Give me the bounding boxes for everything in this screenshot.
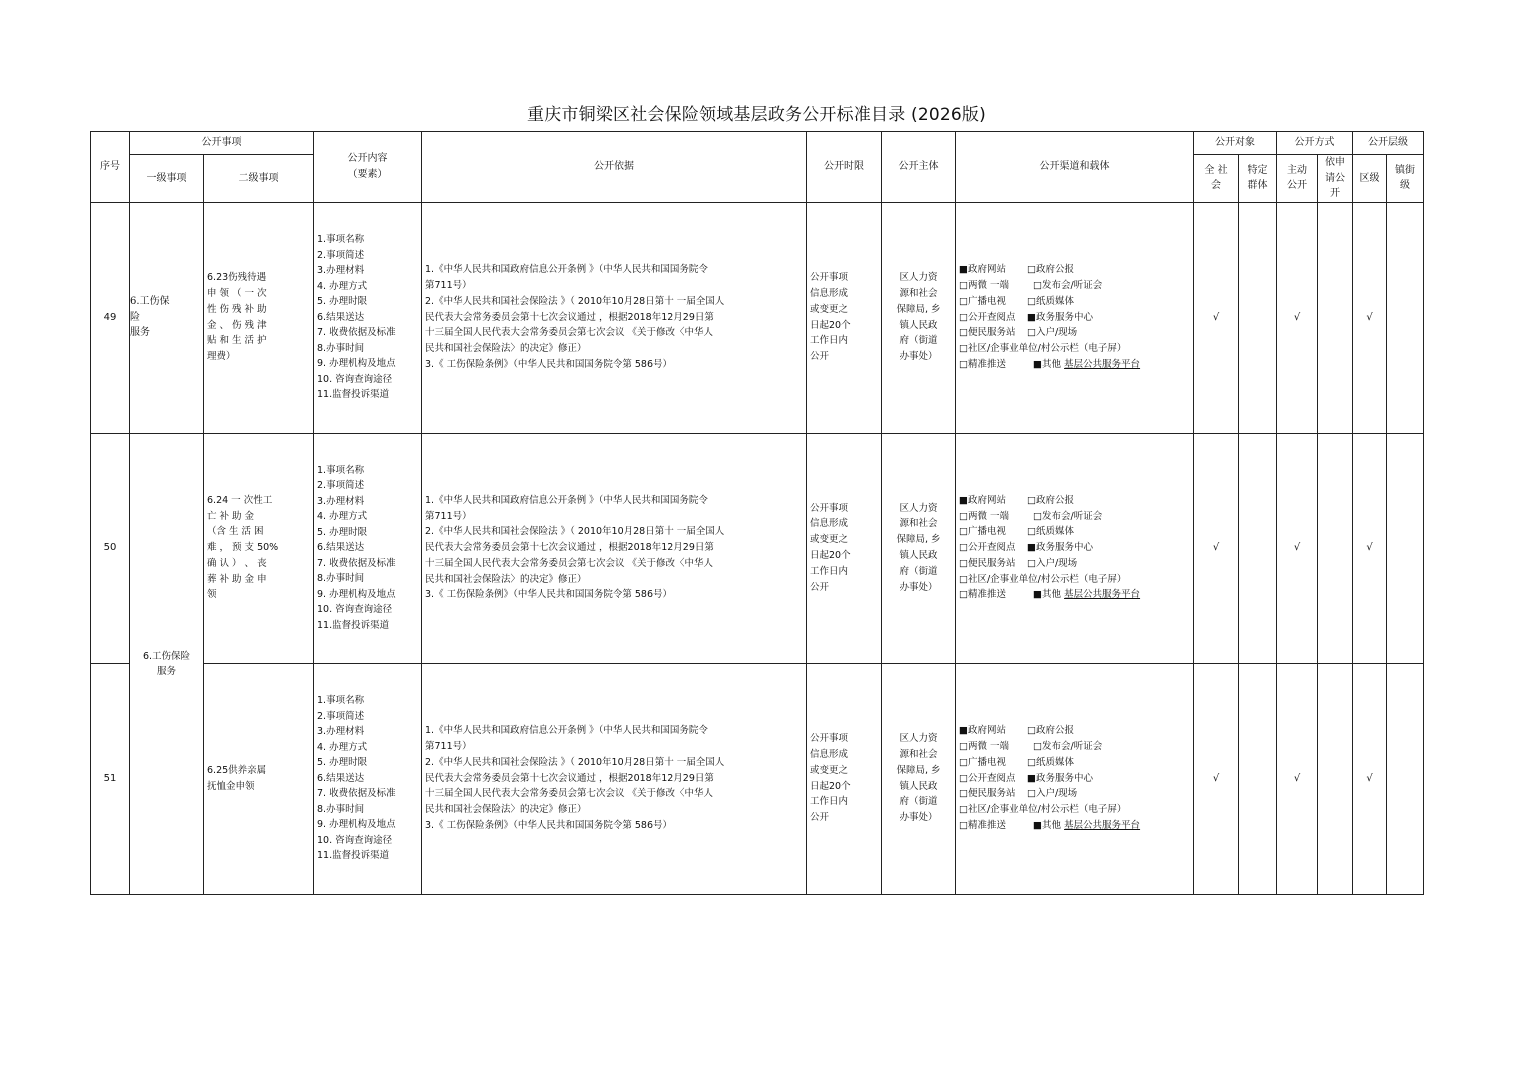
channel-option: ■政府网站	[959, 725, 1006, 737]
row-level2	[204, 663, 314, 894]
row-channels	[956, 433, 1194, 663]
channel-option: □便民服务站	[959, 327, 1016, 339]
cell-line: 3.《 工伤保险条例》（中华人民共和国国务院令第 586号）	[425, 358, 672, 370]
channel-option: □两微 一端	[959, 510, 1009, 522]
header-mode-group: 公开方式	[1277, 132, 1353, 155]
row-content-elements	[314, 663, 422, 894]
channel-option: □精准推送	[959, 589, 1006, 601]
cell-line: 3.办理材料	[317, 265, 365, 277]
cell-line: 10. 咨询查询途径	[317, 373, 393, 385]
cell-line: 民代表大会常务委员会第十七次会议通过 ，根据2018年12月29日第	[425, 542, 714, 554]
header-target-all: 全 社 会	[1194, 155, 1239, 203]
channel-other-platform: 基层公共服务平台	[1064, 589, 1141, 601]
cell-line: 1.《中华人民共和国政府信息公开条例 》（中华人民共和国国务院令	[425, 725, 708, 737]
cell-line: 9. 办理机构及地点	[317, 588, 396, 600]
channel-line	[959, 493, 1190, 509]
cell-line: 公开	[810, 812, 830, 824]
channel-option: □发布会/听证会	[1027, 280, 1103, 291]
cell-line: 3.《 工伤保险条例》（中华人民共和国国务院令第 586号）	[425, 819, 672, 831]
channel-option: □公开查阅点	[959, 311, 1016, 323]
cell-line: 5. 办理时限	[317, 757, 368, 769]
cell-line: 镇人民政	[899, 319, 938, 331]
row-deadline	[807, 663, 882, 894]
channel-option: □纸质媒体	[1027, 756, 1074, 768]
cell-line: 4. 办理方式	[317, 280, 368, 292]
channel-option: □便民服务站	[959, 788, 1016, 800]
cell-line: 民共和国社会保险法〉的决定》修正）	[425, 343, 587, 355]
cell-line: 性 伤 残 补 助	[207, 303, 267, 315]
cell-line: 府（街道	[899, 796, 938, 808]
cell-line: 第711号）	[425, 510, 472, 522]
document-title: 重庆市铜梁区社会保险领域基层政务公开标准目录 (2026版)	[527, 105, 986, 125]
cell-line: 十三届全国人民代表大会常务委员会第七次会议 《关于修改〈中华人	[425, 327, 714, 339]
channel-option: □政府公报	[1027, 494, 1074, 506]
row-level-district: √	[1353, 663, 1387, 894]
channel-line	[959, 325, 1190, 341]
row-level2	[204, 202, 314, 433]
cell-line: 11.监督投诉渠道	[317, 619, 390, 631]
cell-line: 信息形成	[810, 748, 849, 760]
channel-option: □社区/企事业单位/村公示栏（电子屏）	[959, 573, 1127, 585]
row-seq: 51	[91, 663, 130, 894]
row-channels	[956, 202, 1194, 433]
channel-option: □公开查阅点	[959, 772, 1016, 784]
cell-line: 6.结果送达	[317, 311, 365, 323]
header-level1: 一级事项	[130, 155, 204, 203]
table-row	[91, 433, 1424, 663]
channel-line	[959, 587, 1190, 603]
cell-line: 5. 办理时限	[317, 526, 368, 538]
cell-line: 工作日内	[810, 565, 849, 577]
row-level-district: √	[1353, 433, 1387, 663]
channel-option: □纸质媒体	[1027, 295, 1074, 307]
channel-option: □精准推送	[959, 358, 1006, 370]
row-level-town	[1387, 433, 1424, 663]
cell-line: 2.事项简述	[317, 249, 365, 261]
cell-line: 保障局, 乡	[896, 764, 941, 776]
header-content: 公开内容 （要素）	[314, 132, 422, 203]
header-mode-apply: 依申 请公 开	[1318, 155, 1353, 203]
row-target-specific	[1239, 202, 1277, 433]
cell-line: 金 、 伤 残 津	[207, 319, 267, 331]
channel-option: □入户/现场	[1027, 788, 1078, 800]
row-mode-apply	[1318, 433, 1353, 663]
cell-line: 10. 咨询查询途径	[317, 604, 393, 616]
channel-option: ■政府网站	[959, 494, 1006, 506]
cell-line: 3.办理材料	[317, 495, 365, 507]
row-subject	[882, 433, 956, 663]
channel-option: □公开查阅点	[959, 542, 1016, 554]
header-target-group: 公开对象	[1194, 132, 1277, 155]
cell-line: 办事处）	[899, 812, 938, 824]
channel-line	[959, 357, 1190, 373]
cell-line: 11.监督投诉渠道	[317, 389, 390, 401]
cell-line: 2.《中华人民共和国社会保险法 》（ 2010年10月28日第十 一届全国人	[425, 526, 725, 538]
cell-line: 办事处）	[899, 581, 938, 593]
cell-line: 府（街道	[899, 565, 938, 577]
cell-line: 第711号）	[425, 741, 472, 752]
cell-line: 3.《 工伤保险条例》（中华人民共和国国务院令第 586号）	[425, 589, 672, 601]
channel-line	[959, 509, 1190, 525]
channel-option: □两微 一端	[959, 280, 1009, 291]
row-level-town	[1387, 202, 1424, 433]
row-basis	[422, 202, 807, 433]
cell-line: 信息形成	[810, 287, 849, 299]
cell-line: 抚恤金申领	[207, 780, 255, 792]
cell-line: 日起20个	[810, 550, 851, 561]
channel-option: □广播电视	[959, 295, 1006, 307]
cell-line: 区人力资	[899, 502, 938, 514]
channel-option: ■其他	[1027, 589, 1065, 601]
header-level-group: 公开层级	[1353, 132, 1424, 155]
channel-option: □便民服务站	[959, 557, 1016, 569]
cell-line: 7. 收费依据及标准	[317, 788, 396, 800]
row-target-all: √	[1194, 202, 1239, 433]
row-seq: 50	[91, 433, 130, 663]
channel-option: □广播电视	[959, 526, 1006, 538]
channel-option: □政府公报	[1027, 725, 1074, 737]
channel-line	[959, 818, 1190, 834]
row-target-specific	[1239, 663, 1277, 894]
cell-line: 3.办理材料	[317, 726, 365, 738]
header-seq: 序号	[91, 132, 130, 203]
cell-line: 区人力资	[899, 733, 938, 745]
cell-line: 日起20个	[810, 319, 851, 331]
cell-line: 6.结果送达	[317, 542, 365, 554]
cell-line: 公开	[810, 581, 830, 593]
catalog-table	[90, 131, 1424, 895]
cell-line: 或变更之	[810, 303, 849, 315]
header-channels: 公开渠道和载体	[956, 132, 1194, 203]
channel-option: □政府公报	[1027, 264, 1074, 276]
channel-option: □精准推送	[959, 819, 1006, 831]
channel-line	[959, 524, 1190, 540]
cell-line: 第711号）	[425, 280, 472, 291]
cell-line: 8.办事时间	[317, 573, 365, 585]
channel-option: ■政务服务中心	[1027, 311, 1093, 323]
cell-line: 2.事项简述	[317, 710, 365, 722]
row-content-elements	[314, 202, 422, 433]
channel-option: □入户/现场	[1027, 327, 1078, 339]
row-deadline	[807, 433, 882, 663]
cell-line: 8.办事时间	[317, 342, 365, 354]
cell-line: 8.办事时间	[317, 803, 365, 815]
cell-line: 日起20个	[810, 780, 851, 792]
cell-line: 民代表大会常务委员会第十七次会议通过 ，根据2018年12月29日第	[425, 311, 714, 323]
cell-line: 2.事项简述	[317, 480, 365, 492]
channel-option: ■其他	[1027, 819, 1065, 831]
cell-line: 5. 办理时限	[317, 296, 368, 308]
row-mode-active: √	[1277, 663, 1318, 894]
cell-line: 葬 补 助 金 申	[207, 573, 267, 585]
cell-line: 6.结果送达	[317, 772, 365, 784]
cell-line: 7. 收费依据及标准	[317, 327, 396, 339]
cell-line: 民代表大会常务委员会第十七次会议通过 ，根据2018年12月29日第	[425, 772, 714, 784]
cell-line: 民共和国社会保险法〉的决定》修正）	[425, 804, 587, 816]
channel-line	[959, 540, 1190, 556]
cell-line: 6.23伤残待遇	[207, 272, 267, 284]
row-target-all: √	[1194, 433, 1239, 663]
cell-line: 4. 办理方式	[317, 511, 368, 523]
cell-line: 1.《中华人民共和国政府信息公开条例 》（中华人民共和国国务院令	[425, 494, 708, 506]
cell-line: 贴 和 生 活 护	[207, 335, 267, 347]
channel-line	[959, 572, 1190, 588]
channel-line	[959, 294, 1190, 310]
channel-line	[959, 786, 1190, 802]
cell-line: 镇人民政	[899, 550, 938, 561]
cell-line: （含 生 活 困	[207, 526, 264, 538]
channel-option: ■政务服务中心	[1027, 772, 1093, 784]
channel-option: □发布会/听证会	[1027, 741, 1103, 752]
cell-line: 或变更之	[810, 534, 849, 546]
cell-line: 公开	[810, 351, 830, 363]
cell-line: 公开事项	[810, 502, 849, 514]
channel-other-platform: 基层公共服务平台	[1064, 819, 1141, 831]
row-deadline	[807, 202, 882, 433]
row-mode-active: √	[1277, 433, 1318, 663]
cell-line: 民共和国社会保险法〉的决定》修正）	[425, 573, 587, 585]
row-mode-apply	[1318, 663, 1353, 894]
channel-option: □发布会/听证会	[1027, 510, 1103, 522]
cell-line: 信息形成	[810, 518, 849, 530]
row-level1: 6.工伤保 险 服务	[130, 202, 204, 433]
header-level-town: 镇街 级	[1387, 155, 1424, 203]
cell-line: 十三届全国人民代表大会常务委员会第七次会议 《关于修改〈中华人	[425, 557, 714, 569]
channel-line	[959, 755, 1190, 771]
header-level-district: 区级	[1353, 155, 1387, 203]
channel-option: □社区/企事业单位/村公示栏（电子屏）	[959, 343, 1127, 355]
cell-line: 申 领 （ 一 次	[207, 287, 267, 299]
channel-line	[959, 341, 1190, 357]
row-channels	[956, 663, 1194, 894]
cell-line: 工作日内	[810, 335, 849, 347]
row-basis	[422, 663, 807, 894]
cell-line: 区人力资	[899, 272, 938, 284]
channel-option: □广播电视	[959, 756, 1006, 768]
channel-line	[959, 278, 1190, 294]
cell-line: 11.监督投诉渠道	[317, 850, 390, 862]
cell-line: 1.《中华人民共和国政府信息公开条例 》（中华人民共和国国务院令	[425, 264, 708, 276]
cell-line: 源和社会	[899, 518, 938, 530]
cell-line: 6.25供养亲属	[207, 764, 267, 776]
row-content-elements	[314, 433, 422, 663]
channel-option: □纸质媒体	[1027, 526, 1074, 538]
row-target-specific	[1239, 433, 1277, 663]
cell-line: 公开事项	[810, 272, 849, 284]
cell-line: 4. 办理方式	[317, 741, 368, 753]
cell-line: 确 认 ） 、 丧	[207, 557, 267, 569]
header-deadline: 公开时限	[807, 132, 882, 203]
cell-line: 工作日内	[810, 796, 849, 808]
header-target-specific: 特定 群体	[1239, 155, 1277, 203]
header-level2: 二级事项	[204, 155, 314, 203]
channel-option: ■其他	[1027, 358, 1065, 370]
table-row	[91, 663, 1424, 894]
channel-option: ■政府网站	[959, 264, 1006, 276]
row-level-town	[1387, 663, 1424, 894]
header-items-group: 公开事项	[130, 132, 314, 155]
cell-line: 源和社会	[899, 748, 938, 760]
channel-line	[959, 771, 1190, 787]
header-mode-active: 主动 公开	[1277, 155, 1318, 203]
cell-line: 难 ， 预 支 50%	[207, 542, 279, 554]
cell-line: 或变更之	[810, 764, 849, 776]
cell-line: 保障局, 乡	[896, 303, 941, 315]
cell-line: 1.事项名称	[317, 695, 365, 707]
channel-line	[959, 802, 1190, 818]
row-seq: 49	[91, 202, 130, 433]
cell-line: 理费）	[207, 351, 236, 363]
channel-other-platform: 基层公共服务平台	[1064, 358, 1141, 370]
channel-line	[959, 723, 1190, 739]
cell-line: 保障局, 乡	[896, 534, 941, 546]
row-level-district: √	[1353, 202, 1387, 433]
cell-line: 9. 办理机构及地点	[317, 358, 396, 370]
cell-line: 镇人民政	[899, 780, 938, 792]
channel-line	[959, 556, 1190, 572]
row-subject	[882, 663, 956, 894]
table-row	[91, 202, 1424, 433]
channel-option: □入户/现场	[1027, 557, 1078, 569]
cell-line: 领	[207, 589, 217, 601]
cell-line: 办事处）	[899, 351, 938, 363]
cell-line: 6.24 一 次性工	[207, 494, 273, 506]
channel-option: ■政务服务中心	[1027, 542, 1093, 554]
cell-line: 2.《中华人民共和国社会保险法 》（ 2010年10月28日第十 一届全国人	[425, 756, 725, 768]
cell-line: 7. 收费依据及标准	[317, 557, 396, 569]
cell-line: 府（街道	[899, 335, 938, 347]
row-basis	[422, 433, 807, 663]
cell-line: 源和社会	[899, 287, 938, 299]
cell-line: 亡 补 助 金	[207, 510, 255, 522]
merged-level1: 6.工伤保险 服务	[130, 433, 204, 894]
row-level2	[204, 433, 314, 663]
row-mode-active: √	[1277, 202, 1318, 433]
channel-line	[959, 739, 1190, 755]
cell-line: 1.事项名称	[317, 464, 365, 476]
cell-line: 2.《中华人民共和国社会保险法 》（ 2010年10月28日第十 一届全国人	[425, 295, 725, 307]
channel-line	[959, 262, 1190, 278]
row-subject	[882, 202, 956, 433]
channel-option: □两微 一端	[959, 741, 1009, 752]
channel-line	[959, 310, 1190, 326]
cell-line: 1.事项名称	[317, 234, 365, 246]
channel-option: □社区/企事业单位/村公示栏（电子屏）	[959, 804, 1127, 816]
row-target-all: √	[1194, 663, 1239, 894]
cell-line: 十三届全国人民代表大会常务委员会第七次会议 《关于修改〈中华人	[425, 788, 714, 800]
header-basis: 公开依据	[422, 132, 807, 203]
cell-line: 公开事项	[810, 733, 849, 745]
row-mode-apply	[1318, 202, 1353, 433]
cell-line: 9. 办理机构及地点	[317, 819, 396, 831]
header-subject: 公开主体	[882, 132, 956, 203]
cell-line: 10. 咨询查询途径	[317, 834, 393, 846]
